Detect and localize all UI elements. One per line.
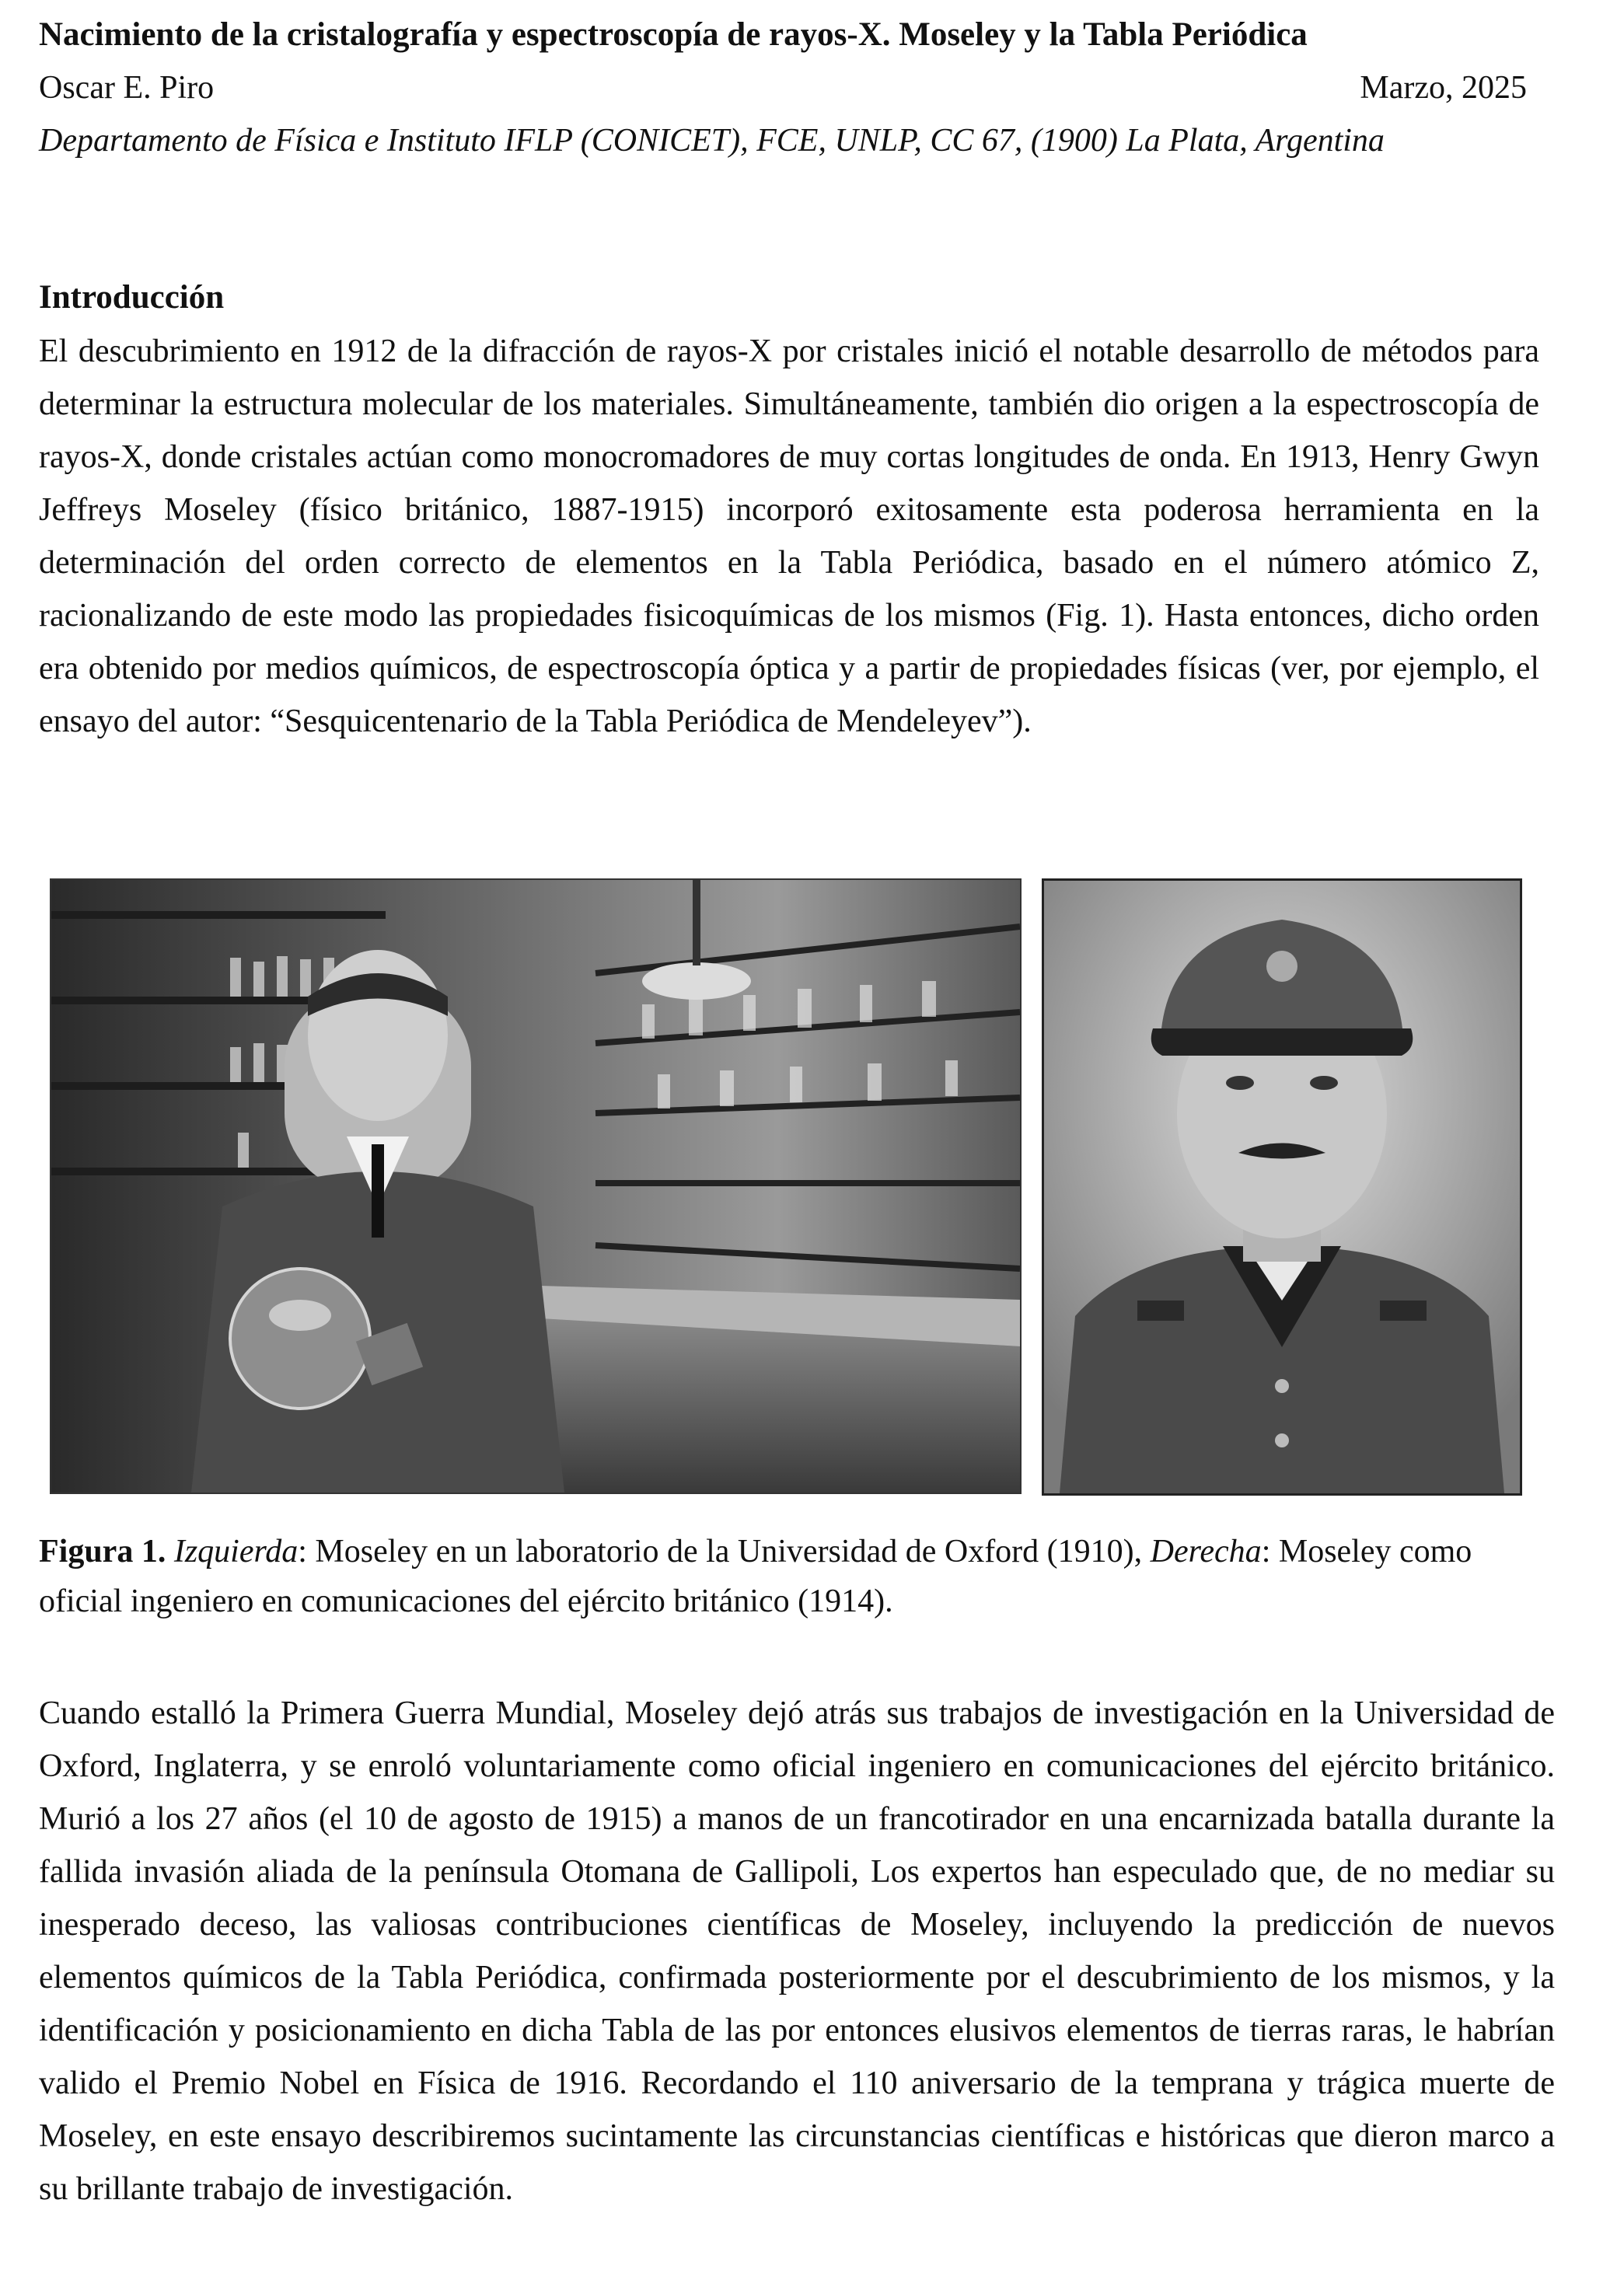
document-title: Nacimiento de la cristalografía y espectroscopía de rayos-X. Moseley y la Tabla Periódica: [39, 16, 1308, 53]
section-heading-introduction: Introducción: [39, 279, 225, 316]
photo-moseley-laboratory: [50, 878, 1022, 1494]
photo-moseley-uniform: [1042, 878, 1522, 1496]
caption-right-word: Derecha: [1150, 1534, 1262, 1569]
caption-left-word: Izquierda: [173, 1534, 299, 1569]
figure-caption: [39, 1527, 1555, 1626]
author-name: Oscar E. Piro: [39, 70, 215, 106]
author-affiliation: Departamento de Física e Instituto IFLP (CONICET), FCE, UNLP, CC 67, (1900) La Plata, Argentina: [39, 123, 1385, 159]
figure-label: Figura 1.: [39, 1534, 166, 1569]
caption-right-text: : Moseley como oficial ingeniero en comunicaciones del ejército británico (1914).: [39, 1534, 1472, 1619]
body-paragraph: Cuando estalló la Primera Guerra Mundial, Moseley dejó atrás sus trabajos de investigación en la Universidad de Oxford, Inglaterra, y se enroló voluntariamente como oficial ingeniero en comunicaciones del ejército británico. Murió a los 27 años (el 10 de agosto de 1915) a manos de un francotirador en una encarnizada batalla durante la fallida invasión aliada de la península Otomana de Gallipoli, Los expertos han especulado que, de no mediar su inesperado deceso, las valiosas contribuciones científicas de Moseley, incluyendo la predicción de nuevos elementos químicos de la Tabla Periódica, confirmada posteriormente por el descubrimiento de los mismos, y la identificación y posicionamiento en dicha Tabla de las por entonces elusivos elementos de tierras raras, le habrían valido el Premio Nobel en Física de 1916. Recordando el 110 aniversario de la temprana y trágica muerte de Moseley, en este ensayo describiremos sucintamente las circunstancias científicas e históricas que dieron marco a su brillante trabajo de investigación.: [39, 1695, 1555, 2207]
intro-paragraph: El descubrimiento en 1912 de la difracción de rayos-X por cristales inició el notable desarrollo de métodos para determinar la estructura molecular de los materiales. Simultáneamente, también dio origen a la espectroscopía de rayos-X, donde cristales actúan como monocromadores de muy cortas longitudes de onda. En 1913, Henry Gwyn Jeffreys Moseley (físico británico, 1887-1915) incorporó exitosamente esta poderosa herramienta en la determinación del orden correcto de elementos en la Tabla Periódica, basado en el número atómico Z, racionalizando de este modo las propiedades fisicoquímicas de los mismos (Fig. 1). Hasta entonces, dicho orden era obtenido por medios químicos, de espectroscopía óptica y a partir de propiedades físicas (ver, por ejemplo, el ensayo del autor: “Sesquicentenario de la Tabla Periódica de Mendeleyev”).: [39, 333, 1539, 739]
publication-date: Marzo, 2025: [1360, 70, 1527, 106]
caption-left-text: : Moseley en un laboratorio de la Universidad de Oxford (1910),: [298, 1534, 1151, 1569]
